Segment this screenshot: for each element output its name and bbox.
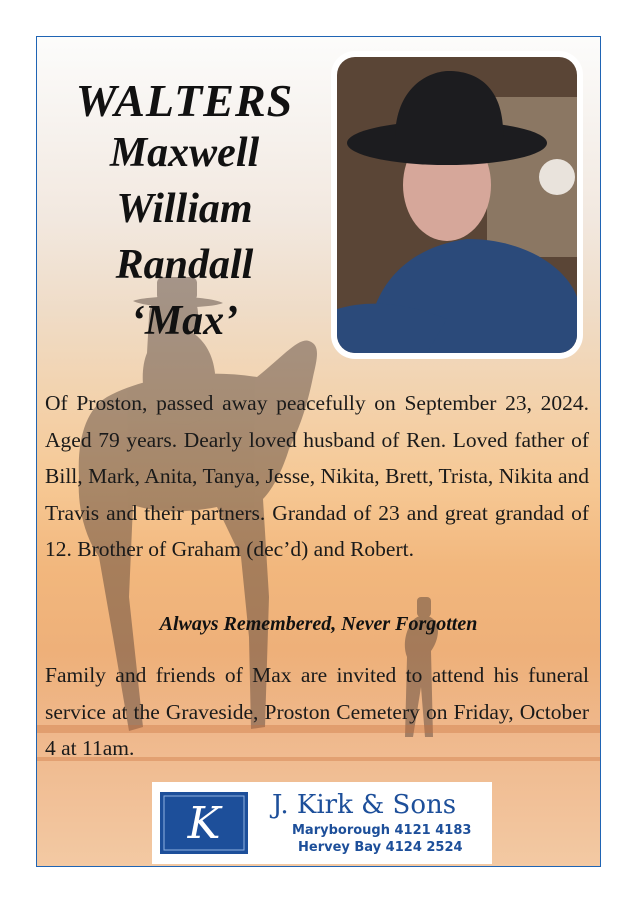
memorial-motto: Always Remembered, Never Forgotten — [159, 613, 478, 635]
funeral-director-name: J. Kirk & Sons — [272, 790, 457, 820]
given-name-1: Maxwell — [109, 130, 260, 176]
monogram-letter: K — [187, 798, 221, 849]
given-name-2: William — [116, 186, 253, 232]
portrait-photo — [331, 51, 583, 359]
portrait-illustration — [337, 57, 577, 353]
nickname: ‘Max’ — [130, 298, 239, 344]
maryborough-phone: Maryborough 4121 4183 — [292, 823, 472, 838]
surname: WALTERS — [75, 75, 294, 126]
kirk-monogram-icon — [160, 792, 248, 854]
death-notice — [36, 36, 601, 867]
obituary-text: Of Proston, passed away peacefully on September 23, 2024. Aged 79 years. Dearly loved husband of Ren. Loved father of Bill, Mark, Anita, Tanya, Jesse, Nikita, Brett, Trista, Nikita and Travis and their partners. Grandad of 23 and great grandad of 12. Brother of Graham (dec’d) and Robert. — [45, 391, 589, 561]
funeral-director-logo — [152, 782, 492, 864]
funeral-service-details: Family and friends of Max are invited to attend his funeral service at the Graveside, Proston Cemetery on Friday, October 4 at 11am. — [45, 663, 589, 760]
deceased-name-block — [57, 77, 312, 349]
hervey-bay-phone: Hervey Bay 4124 2524 — [298, 840, 463, 855]
given-name-3: Randall — [115, 242, 254, 288]
